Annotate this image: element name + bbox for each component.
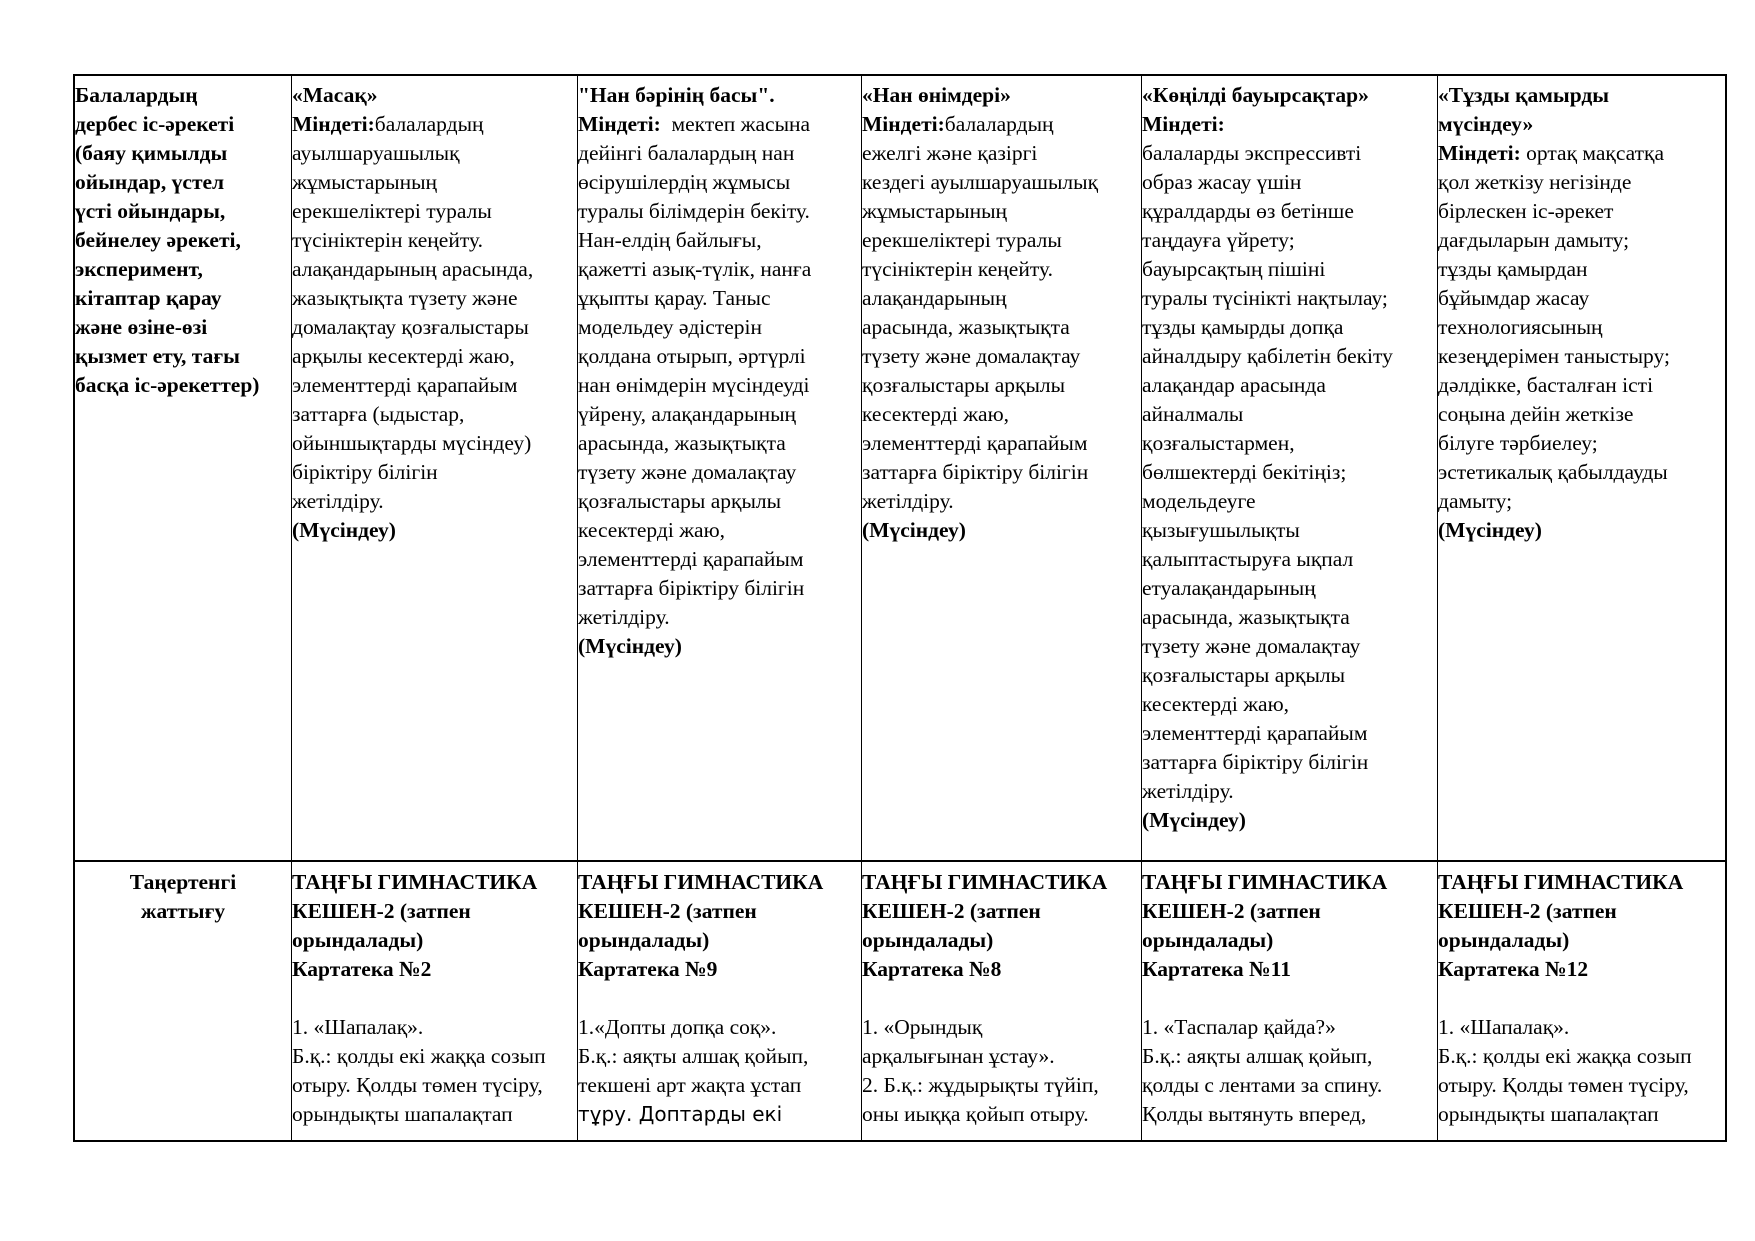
cell-wednesday-activity bbox=[861, 76, 1141, 860]
exercise-line: текшені арт жақта ұстап bbox=[578, 1073, 802, 1097]
cell-friday-exercise bbox=[1437, 862, 1727, 1140]
task-line: кездегі ауылшаруашылық bbox=[862, 170, 1099, 194]
task-line: біріктіру білігін bbox=[292, 460, 438, 484]
task-line: кесектерді жаю, bbox=[1142, 692, 1290, 716]
task-line: модельдеу әдістерін bbox=[578, 315, 762, 339]
task-line: қалыптастыруға ықпал bbox=[1142, 547, 1354, 571]
task-line: тұзды қамырды допқа bbox=[1142, 315, 1344, 339]
task-line: заттарға (ыдыстар, bbox=[292, 402, 465, 426]
activity-type: (Мүсіндеу) bbox=[578, 634, 682, 658]
task-line: заттарға біріктіру білігін bbox=[578, 576, 805, 600]
exercise-heading: КЕШЕН-2 (затпен bbox=[292, 899, 471, 923]
task-line: етуалақандарының bbox=[1142, 576, 1316, 600]
header-line: қызмет ету, тағы bbox=[75, 344, 240, 368]
task-line: бөлшектерді бекітіңіз; bbox=[1142, 460, 1347, 484]
exercise-line: Қолды вытянуть вперед, bbox=[1142, 1102, 1367, 1126]
task-text: мектеп жасына bbox=[660, 112, 811, 136]
task-line: заттарға біріктіру білігін bbox=[1142, 750, 1369, 774]
task-line: үйрену, алақандарының bbox=[578, 402, 797, 426]
activity-type: (Мүсіндеу) bbox=[1438, 518, 1542, 542]
task-text: балалардың bbox=[944, 112, 1054, 136]
header-line: басқа іс-әрекеттер) bbox=[75, 373, 260, 397]
task-line: заттарға біріктіру білігін bbox=[862, 460, 1089, 484]
task-line: жетілдіру. bbox=[292, 489, 384, 513]
exercise-line: Б.қ.: қолды екі жаққа созып bbox=[292, 1044, 546, 1068]
exercise-line: орындықты шапалақтап bbox=[292, 1102, 513, 1126]
header-line: жаттығу bbox=[140, 899, 226, 923]
cell-tuesday-activity bbox=[577, 76, 861, 860]
task-line: қозғалыстары арқылы bbox=[1142, 663, 1346, 687]
task-line: ойыншықтарды мүсіндеу) bbox=[292, 431, 532, 455]
task-line: кесектерді жаю, bbox=[578, 518, 726, 542]
exercise-line: қолды с лентами за спину. bbox=[1142, 1073, 1383, 1097]
task-label: Міндеті: bbox=[292, 112, 375, 136]
activity-title: «Тұзды қамырды bbox=[1438, 83, 1610, 107]
task-line: туралы түсінікті нақтылау; bbox=[1142, 286, 1388, 310]
task-line: қозғалыстары арқылы bbox=[862, 373, 1066, 397]
task-line: таңдауға үйрету; bbox=[1142, 228, 1295, 252]
exercise-line: тұру. Доптарды екі bbox=[578, 1102, 783, 1126]
task-line: ауылшаруашылық bbox=[292, 141, 460, 165]
exercise-line: Б.қ.: аяқты алшақ қойып, bbox=[578, 1044, 809, 1068]
exercise-heading: ТАҢҒЫ ГИМНАСТИКА bbox=[292, 870, 538, 894]
cell-monday-exercise bbox=[291, 862, 577, 1140]
exercise-line: Б.қ.: қолды екі жаққа созып bbox=[1438, 1044, 1692, 1068]
task-line: ұқыпты қарау. Таныс bbox=[578, 286, 771, 310]
exercise-line: отыру. Қолды төмен түсіру, bbox=[1438, 1073, 1689, 1097]
table-row-morning-exercise bbox=[75, 862, 1725, 1140]
header-line: дербес іс-әрекеті bbox=[75, 112, 235, 136]
exercise-heading: ТАҢҒЫ ГИМНАСТИКА bbox=[862, 870, 1108, 894]
task-line: қызығушылықты bbox=[1142, 518, 1300, 542]
exercise-line: Б.қ.: аяқты алшақ қойып, bbox=[1142, 1044, 1373, 1068]
activity-type: (Мүсіндеу) bbox=[862, 518, 966, 542]
header-line: Балалардың bbox=[75, 83, 198, 107]
task-line: ерекшеліктері туралы bbox=[862, 228, 1062, 252]
header-line: кітаптар қарау bbox=[75, 286, 222, 310]
task-label: Міндеті: bbox=[1438, 141, 1521, 165]
exercise-line: 2. Б.қ.: жұдырықты түйіп, bbox=[862, 1073, 1099, 1097]
task-label: Міндеті: bbox=[578, 112, 661, 136]
task-line: нан өнімдерін мүсіндеуді bbox=[578, 373, 810, 397]
task-line: ерекшеліктері туралы bbox=[292, 199, 492, 223]
header-line: үсті ойындары, bbox=[75, 199, 226, 223]
task-text: балалардың bbox=[374, 112, 484, 136]
cell-thursday-activity bbox=[1141, 76, 1437, 860]
task-line: арасында, жазықтықта bbox=[578, 431, 786, 455]
header-line: эксперимент, bbox=[75, 257, 203, 281]
task-line: бұйымдар жасау bbox=[1438, 286, 1590, 310]
task-line: дәлдікке, басталған істі bbox=[1438, 373, 1654, 397]
exercise-line: 1. «Таспалар қайда?» bbox=[1142, 1015, 1336, 1039]
exercise-heading: орындалады) bbox=[578, 928, 710, 952]
task-line: балаларды экспрессивті bbox=[1142, 141, 1362, 165]
task-line: алақандарының bbox=[862, 286, 1007, 310]
exercise-heading: КЕШЕН-2 (затпен bbox=[578, 899, 757, 923]
task-line: қозғалыстармен, bbox=[1142, 431, 1295, 455]
task-line: жетілдіру. bbox=[578, 605, 670, 629]
activity-type: (Мүсіндеу) bbox=[292, 518, 396, 542]
exercise-heading: КЕШЕН-2 (затпен bbox=[1438, 899, 1617, 923]
header-line: Таңертенгі bbox=[129, 870, 237, 894]
exercise-line: 1. «Шапалақ». bbox=[292, 1015, 424, 1039]
task-line: элементтерді қарапайым bbox=[292, 373, 518, 397]
task-line: қозғалыстары арқылы bbox=[578, 489, 782, 513]
card-number: Картатека №8 bbox=[862, 957, 1002, 981]
task-line: ежелгі және қазіргі bbox=[862, 141, 1038, 165]
task-line: білуге тәрбиелеу; bbox=[1438, 431, 1598, 455]
task-line: кезеңдерімен таныстыру; bbox=[1438, 344, 1670, 368]
task-line: қажетті азық-түлік, нанға bbox=[578, 257, 812, 281]
exercise-heading: орындалады) bbox=[292, 928, 424, 952]
cell-tuesday-exercise bbox=[577, 862, 861, 1140]
activity-title: «Көңілді бауырсақтар» bbox=[1142, 83, 1369, 107]
exercise-line: 1.«Допты допқа соқ». bbox=[578, 1015, 777, 1039]
task-line: элементтерді қарапайым bbox=[1142, 721, 1368, 745]
task-line: жетілдіру. bbox=[862, 489, 954, 513]
task-line: туралы білімдерін бекіту. bbox=[578, 199, 810, 223]
cell-wednesday-exercise bbox=[861, 862, 1141, 1140]
task-line: технологиясының bbox=[1438, 315, 1603, 339]
task-line: жұмыстарының bbox=[292, 170, 438, 194]
exercise-line: орындықты шапалақтап bbox=[1438, 1102, 1659, 1126]
task-line: түзету және домалақтау bbox=[578, 460, 797, 484]
exercise-heading: ТАҢҒЫ ГИМНАСТИКА bbox=[1438, 870, 1684, 894]
task-line: дейінгі балалардың нан bbox=[578, 141, 795, 165]
exercise-heading: орындалады) bbox=[1142, 928, 1274, 952]
card-number: Картатека №2 bbox=[292, 957, 432, 981]
exercise-line: 1. «Орындық bbox=[862, 1015, 983, 1039]
card-number: Картатека №12 bbox=[1438, 957, 1589, 981]
task-line: қол жеткізу негізінде bbox=[1438, 170, 1632, 194]
task-line: модельдеуге bbox=[1142, 489, 1256, 513]
task-label: Міндеті: bbox=[1142, 112, 1225, 136]
exercise-heading: ТАҢҒЫ ГИМНАСТИКА bbox=[1142, 870, 1388, 894]
task-line: Нан-елдің байлығы, bbox=[578, 228, 762, 252]
task-line: арасында, жазықтықта bbox=[1142, 605, 1350, 629]
task-line: алақандарының арасында, bbox=[292, 257, 534, 281]
task-line: арасында, жазықтықта bbox=[862, 315, 1070, 339]
exercise-heading: орындалады) bbox=[1438, 928, 1570, 952]
task-line: эстетикалық қабылдауды bbox=[1438, 460, 1668, 484]
task-line: өсірушілердің жұмысы bbox=[578, 170, 791, 194]
exercise-heading: ТАҢҒЫ ГИМНАСТИКА bbox=[578, 870, 824, 894]
task-line: айналдыру қабілетін бекіту bbox=[1142, 344, 1393, 368]
task-line: алақандар арасында bbox=[1142, 373, 1326, 397]
task-label: Міндеті: bbox=[862, 112, 945, 136]
task-line: элементтерді қарапайым bbox=[578, 547, 804, 571]
task-line: түзету және домалақтау bbox=[862, 344, 1081, 368]
task-line: айналмалы bbox=[1142, 402, 1244, 426]
task-line: жұмыстарының bbox=[862, 199, 1008, 223]
task-line: дамыту; bbox=[1438, 489, 1513, 513]
task-line: жазықтықта түзету және bbox=[292, 286, 518, 310]
activity-title: «Нан өнімдері» bbox=[862, 83, 1011, 107]
activity-type: (Мүсіндеу) bbox=[1142, 808, 1246, 832]
exercise-line: оны иыққа қойып отыру. bbox=[862, 1102, 1089, 1126]
task-line: бауырсақтың пішіні bbox=[1142, 257, 1326, 281]
row-header-independent-activity bbox=[75, 76, 291, 860]
task-line: элементтерді қарапайым bbox=[862, 431, 1088, 455]
task-line: қолдана отырып, әртүрлі bbox=[578, 344, 806, 368]
card-number: Картатека №11 bbox=[1142, 957, 1291, 981]
cell-thursday-exercise bbox=[1141, 862, 1437, 1140]
header-line: ойындар, үстел bbox=[75, 170, 225, 194]
schedule-table bbox=[73, 74, 1727, 1142]
activity-title: мүсіндеу» bbox=[1438, 112, 1534, 136]
task-line: бірлескен іс-әрекет bbox=[1438, 199, 1614, 223]
row-header-morning-exercise bbox=[75, 862, 291, 1140]
task-line: түсініктерін кеңейту. bbox=[862, 257, 1053, 281]
task-line: кесектерді жаю, bbox=[862, 402, 1010, 426]
cell-friday-activity bbox=[1437, 76, 1727, 860]
cell-monday-activity bbox=[291, 76, 577, 860]
exercise-line: 1. «Шапалақ». bbox=[1438, 1015, 1570, 1039]
header-line: және өзіне-өзі bbox=[75, 315, 208, 339]
activity-title: «Масақ» bbox=[292, 83, 378, 107]
exercise-heading: КЕШЕН-2 (затпен bbox=[1142, 899, 1321, 923]
task-line: соңына дейін жеткізе bbox=[1438, 402, 1634, 426]
task-line: дағдыларын дамыту; bbox=[1438, 228, 1630, 252]
activity-title: "Нан бәрінің басы". bbox=[578, 83, 775, 107]
header-line: (баяу қимылды bbox=[75, 141, 228, 165]
task-text: ортақ мақсатқа bbox=[1520, 141, 1665, 165]
card-number: Картатека №9 bbox=[578, 957, 718, 981]
exercise-line: арқалығынан ұстау». bbox=[862, 1044, 1055, 1068]
task-line: образ жасау үшін bbox=[1142, 170, 1302, 194]
task-line: тұзды қамырдан bbox=[1438, 257, 1588, 281]
task-line: түсініктерін кеңейту. bbox=[292, 228, 483, 252]
task-line: құралдарды өз бетінше bbox=[1142, 199, 1354, 223]
task-line: домалақтау қозғалыстары bbox=[292, 315, 529, 339]
exercise-heading: КЕШЕН-2 (затпен bbox=[862, 899, 1041, 923]
task-line: түзету және домалақтау bbox=[1142, 634, 1361, 658]
table-row-independent-activity bbox=[75, 76, 1725, 862]
task-line: арқылы кесектерді жаю, bbox=[292, 344, 515, 368]
task-line: жетілдіру. bbox=[1142, 779, 1234, 803]
header-line: бейнелеу әрекеті, bbox=[75, 228, 241, 252]
exercise-heading: орындалады) bbox=[862, 928, 994, 952]
exercise-line: отыру. Қолды төмен түсіру, bbox=[292, 1073, 543, 1097]
